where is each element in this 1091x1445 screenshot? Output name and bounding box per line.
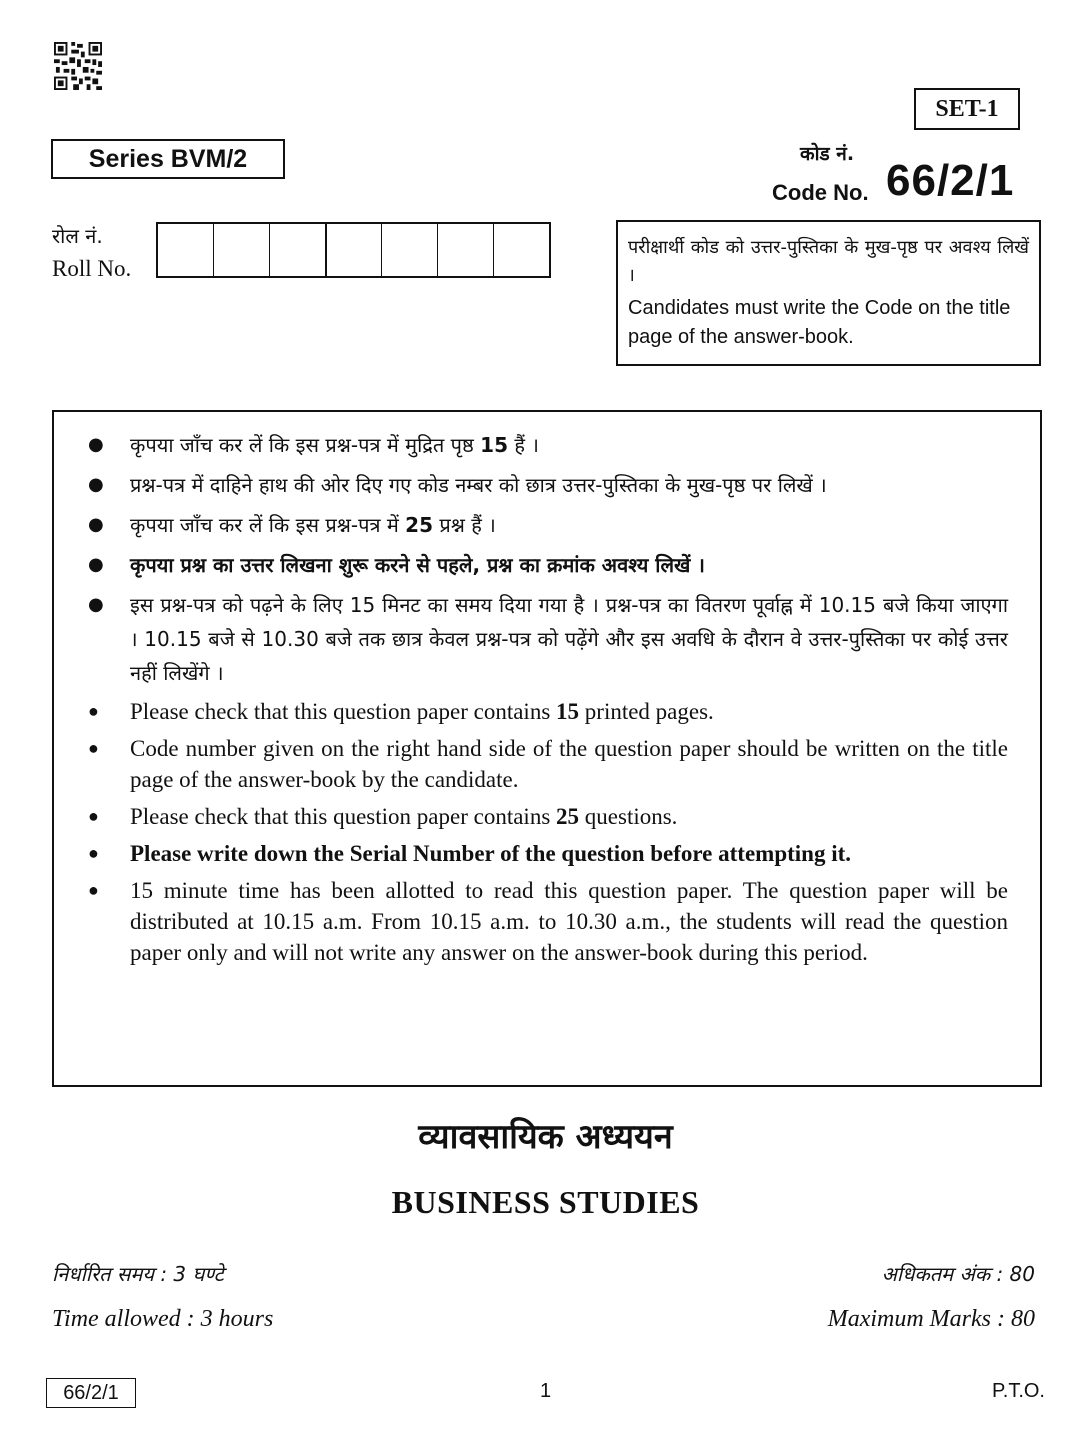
roll-box[interactable] (494, 224, 549, 276)
bullet-icon: ● (88, 701, 99, 721)
instruction-item: ● इस प्रश्न-पत्र को पढ़ने के लिए 15 मिनट का समय दिया गया है । प्रश्न-पत्र का वितरण पूर्वाह्न में 10.15 बजे किया जाएगा । 10.15 बजे से 10.30 बजे तक छात्र केवल प्रश्न-पत्र को पढ़ेंगे और इस अवधि के दौरान वे उत्तर-पुस्तिका पर कोई उत्तर नहीं लिखेंगे । (84, 588, 1008, 690)
bullet-icon: ● (88, 880, 99, 900)
time-allowed-english: Time allowed : 3 hours (52, 1306, 274, 1332)
bullet-icon: ● (88, 514, 104, 535)
bullet-icon: ● (88, 554, 104, 575)
roll-box[interactable] (438, 224, 494, 276)
instruction-item: ● कृपया जाँच कर लें कि इस प्रश्न-पत्र में 25 प्रश्न हैं । (84, 508, 1008, 542)
roll-number-boxes[interactable] (156, 222, 551, 278)
bullet-icon: ● (88, 474, 104, 495)
max-marks-hindi: अधिकतम अंक : 80 (881, 1262, 1035, 1286)
set-label: SET-1 (914, 88, 1020, 130)
candidate-note-hindi: परीक्षार्थी कोड को उत्तर-पुस्तिका के मुख-पृष्ठ पर अवश्य लिखें । (628, 237, 1029, 286)
instruction-item: ● Please check that this question paper contains 25 questions. (84, 801, 1008, 832)
page-number: 1 (539, 1380, 552, 1402)
qr-code-icon (54, 42, 102, 90)
bullet-icon: ● (88, 594, 104, 615)
instruction-item: ● Code number given on the right hand side of the question paper should be written on the title page of the answer-book by the candidate. (84, 733, 1008, 795)
bullet-icon: ● (88, 843, 99, 863)
max-marks-english: Maximum Marks : 80 (827, 1306, 1035, 1332)
instructions-list (84, 428, 1008, 968)
candidate-note-english: Candidates must write the Code on the title page of the answer-book. (628, 297, 1011, 348)
bullet-icon: ● (88, 806, 99, 826)
instruction-item: ● कृपया जाँच कर लें कि इस प्रश्न-पत्र में मुद्रित पृष्ठ 15 हैं । (84, 428, 1008, 462)
code-label-english: Code No. (772, 180, 869, 205)
code-number: 66/2/1 (886, 156, 1015, 205)
roll-label-hindi: रोल नं. (52, 224, 103, 248)
instruction-item: ● Please write down the Serial Number of the question before attempting it. (84, 838, 1008, 869)
roll-box[interactable] (327, 224, 383, 276)
series-label: Series BVM/2 (51, 139, 285, 179)
candidate-note-box (616, 220, 1041, 366)
subject-title-english: BUSINESS STUDIES (391, 1184, 700, 1220)
instruction-item: ● कृपया प्रश्न का उत्तर लिखना शुरू करने से पहले, प्रश्न का क्रमांक अवश्य लिखें । (84, 548, 1008, 582)
roll-box[interactable] (382, 224, 438, 276)
subject-title-hindi: व्यावसायिक अध्ययन (418, 1117, 673, 1157)
code-label-hindi: कोड नं. (800, 143, 855, 165)
bullet-icon: ● (88, 738, 99, 758)
instruction-item: ● प्रश्न-पत्र में दाहिने हाथ की ओर दिए गए कोड नम्बर को छात्र उत्तर-पुस्तिका के मुख-पृष्ठ पर लिखें । (84, 468, 1008, 502)
instruction-item: ● Please check that this question paper contains 15 printed pages. (84, 696, 1008, 727)
roll-box[interactable] (270, 224, 327, 276)
bullet-icon: ● (88, 434, 104, 455)
roll-label-english: Roll No. (52, 256, 132, 281)
roll-box[interactable] (214, 224, 270, 276)
please-turn-over: P.T.O. (992, 1380, 1045, 1402)
roll-box[interactable] (158, 224, 214, 276)
instructions-box (52, 410, 1042, 1087)
instruction-item: ● 15 minute time has been allotted to read this question paper. The question paper will be distributed at 10.15 a.m. From 10.15 a.m. to 10.30 a.m., the students will read the question paper only and will not write any answer on the answer-book during this period. (84, 875, 1008, 968)
time-allowed-hindi: निर्धारित समय : 3 घण्टे (52, 1262, 224, 1286)
footer-code: 66/2/1 (46, 1378, 136, 1408)
